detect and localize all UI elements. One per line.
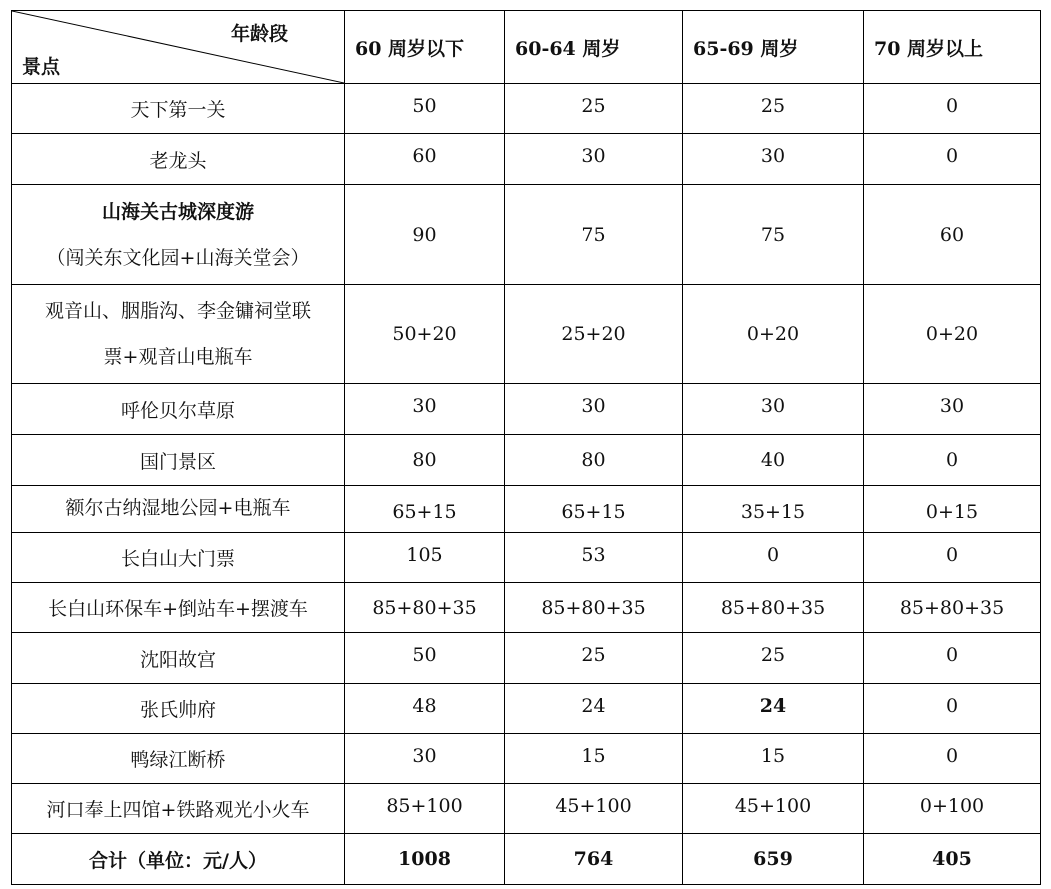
attraction-label: 景点 bbox=[22, 56, 61, 78]
column-header: 60 周岁以下 bbox=[345, 11, 505, 84]
price-cell: 53 bbox=[505, 533, 683, 583]
price-cell: 25 bbox=[505, 633, 683, 684]
price-cell: 85+80+35 bbox=[864, 583, 1041, 633]
table-row bbox=[12, 684, 1041, 734]
price-cell: 30 bbox=[345, 734, 505, 784]
total-cell: 659 bbox=[683, 834, 864, 885]
column-header: 70 周岁以上 bbox=[864, 11, 1041, 84]
column-header: 60-64 周岁 bbox=[505, 11, 683, 84]
price-cell: 75 bbox=[505, 185, 683, 285]
price-cell: 35+15 bbox=[683, 486, 864, 533]
attraction-name: 长白山环保车+倒站车+摆渡车 bbox=[12, 583, 345, 633]
table-row bbox=[12, 734, 1041, 784]
table-row bbox=[12, 134, 1041, 185]
price-cell: 65+15 bbox=[505, 486, 683, 533]
age-group-label: 年龄段 bbox=[230, 23, 288, 45]
attraction-name: 沈阳故宫 bbox=[12, 633, 345, 684]
price-cell: 80 bbox=[505, 435, 683, 486]
price-cell: 25 bbox=[505, 84, 683, 134]
price-cell: 0 bbox=[864, 533, 1041, 583]
attraction-name: 鸭绿江断桥 bbox=[12, 734, 345, 784]
attraction-name-line2: （闯关东文化园+山海关堂会） bbox=[46, 246, 310, 269]
price-cell: 0+20 bbox=[864, 285, 1041, 384]
attraction-name: 老龙头 bbox=[12, 134, 345, 185]
price-cell: 60 bbox=[864, 185, 1041, 285]
price-cell: 45+100 bbox=[505, 784, 683, 834]
price-cell: 45+100 bbox=[683, 784, 864, 834]
price-cell: 30 bbox=[864, 384, 1041, 435]
price-cell: 15 bbox=[683, 734, 864, 784]
price-cell: 85+80+35 bbox=[505, 583, 683, 633]
price-cell: 24 bbox=[505, 684, 683, 734]
table-row bbox=[12, 583, 1041, 633]
price-cell: 0 bbox=[864, 134, 1041, 185]
price-cell: 25 bbox=[683, 84, 864, 134]
price-cell: 30 bbox=[345, 384, 505, 435]
price-cell: 40 bbox=[683, 435, 864, 486]
total-cell: 405 bbox=[864, 834, 1041, 885]
table-row bbox=[12, 784, 1041, 834]
price-cell: 0 bbox=[864, 684, 1041, 734]
price-cell: 0 bbox=[864, 84, 1041, 134]
attraction-name bbox=[12, 285, 345, 384]
total-row bbox=[12, 834, 1041, 885]
attraction-name-line2: 票+观音山电瓶车 bbox=[103, 346, 253, 368]
price-cell: 50+20 bbox=[345, 285, 505, 384]
attraction-name bbox=[12, 185, 345, 285]
table-row bbox=[12, 185, 1041, 285]
price-cell: 0+20 bbox=[683, 285, 864, 384]
price-cell: 48 bbox=[345, 684, 505, 734]
attraction-name-line1: 观音山、胭脂沟、李金镛祠堂联 bbox=[44, 300, 311, 322]
price-cell: 50 bbox=[345, 84, 505, 134]
table-row bbox=[12, 633, 1041, 684]
price-cell: 0 bbox=[864, 734, 1041, 784]
price-cell: 90 bbox=[345, 185, 505, 285]
table-row bbox=[12, 533, 1041, 583]
price-cell: 30 bbox=[505, 134, 683, 185]
total-label: 合计（单位：元/人） bbox=[12, 834, 345, 885]
attraction-name: 河口奉上四馆+铁路观光小火车 bbox=[12, 784, 345, 834]
table-row bbox=[12, 285, 1041, 384]
price-cell: 65+15 bbox=[345, 486, 505, 533]
price-cell: 0 bbox=[864, 633, 1041, 684]
table-row bbox=[12, 435, 1041, 486]
table-row bbox=[12, 486, 1041, 533]
price-cell: 0+15 bbox=[864, 486, 1041, 533]
corner-diagonal-line bbox=[12, 11, 344, 83]
price-cell: 75 bbox=[683, 185, 864, 285]
total-cell: 764 bbox=[505, 834, 683, 885]
column-header: 65-69 周岁 bbox=[683, 11, 864, 84]
price-cell: 25 bbox=[683, 633, 864, 684]
table-row bbox=[12, 84, 1041, 134]
price-cell: 105 bbox=[345, 533, 505, 583]
attraction-name: 国门景区 bbox=[12, 435, 345, 486]
price-cell: 30 bbox=[683, 384, 864, 435]
ticket-price-table bbox=[11, 10, 1041, 885]
price-cell: 50 bbox=[345, 633, 505, 684]
attraction-name: 额尔古纳湿地公园+电瓶车 bbox=[12, 486, 345, 533]
price-cell: 85+100 bbox=[345, 784, 505, 834]
price-cell: 85+80+35 bbox=[683, 583, 864, 633]
price-cell: 85+80+35 bbox=[345, 583, 505, 633]
table-row bbox=[12, 384, 1041, 435]
attraction-name: 长白山大门票 bbox=[12, 533, 345, 583]
price-cell: 15 bbox=[505, 734, 683, 784]
attraction-name: 张氏帅府 bbox=[12, 684, 345, 734]
price-cell: 25+20 bbox=[505, 285, 683, 384]
price-cell: 60 bbox=[345, 134, 505, 185]
attraction-name: 呼伦贝尔草原 bbox=[12, 384, 345, 435]
price-cell: 0 bbox=[864, 435, 1041, 486]
total-cell: 1008 bbox=[345, 834, 505, 885]
price-cell: 30 bbox=[683, 134, 864, 185]
price-cell: 0 bbox=[683, 533, 864, 583]
header-row bbox=[12, 11, 1041, 84]
attraction-name-line1: 山海关古城深度游 bbox=[101, 200, 254, 223]
price-cell: 80 bbox=[345, 435, 505, 486]
price-cell: 0+100 bbox=[864, 784, 1041, 834]
attraction-name: 天下第一关 bbox=[12, 84, 345, 134]
price-cell: 30 bbox=[505, 384, 683, 435]
corner-cell bbox=[12, 11, 345, 84]
price-cell: 24 bbox=[683, 684, 864, 734]
